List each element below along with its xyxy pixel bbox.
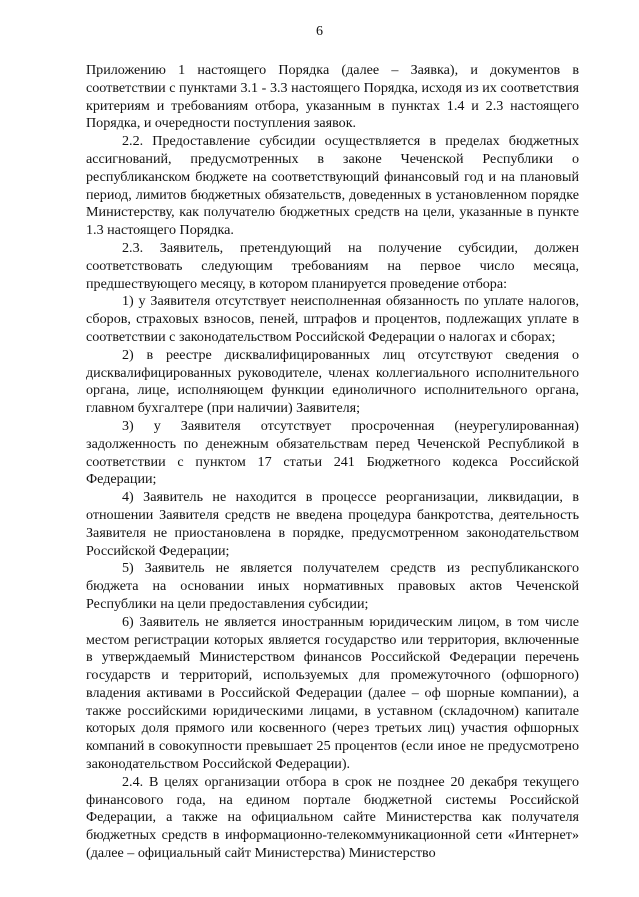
requirement-5: 5) Заявитель не является получателем средств из республиканского бюджета на основании иных нормативных правовых актов Чеченской Республики на цели предоставления субсидии; — [86, 560, 579, 612]
paragraph-continuation: Приложению 1 настоящего Порядка (далее – Заявка), и документов в соответствии с пунктами 3.1 - 3.3 настоящего Порядка, исходя из их соответствия критериям и требованиям отбора, указанным в пунктах 1.4 и 2.3 настоящего Порядка, и очередности поступления заявок. — [86, 62, 579, 132]
requirement-6: 6) Заявитель не является иностранным юридическим лицом, в том числе местом регистрации которых является государство или территория, включенные в утверждаемый Министерством финансов Российской Федерации перечень государств и территорий, используемых для промежуточного (офшорного) владения активами в Российской Федерации (далее – оф шорные компании), а также российскими юридическими лицами, в уставном (складочном) капитале которых доля прямого или косвенного (через третьих лиц) участия офшорных компаний в совокупности превышает 25 процентов (если иное не предусмотрено законодательством Российской Федерации). — [86, 613, 579, 773]
requirement-4: 4) Заявитель не находится в процессе реорганизации, ликвидации, в отношении Заявителя средств не введена процедура банкротства, деятельность Заявителя не приостановлена в порядке, предусмотренном законодательством Российской Федерации; — [86, 489, 579, 559]
paragraph-2-3: 2.3. Заявитель, претендующий на получение субсидии, должен соответствовать следующим требованиям на первое число месяца, предшествующего месяцу, в котором планируется проведение отбора: — [86, 239, 579, 292]
requirement-2: 2) в реестре дисквалифицированных лиц отсутствуют сведения о дисквалифицированных руководителе, членах коллегиального исполнительного органа, лице, исполняющем функции единоличного исполнительного органа, главном бухгалтере (при наличии) Заявителя; — [86, 346, 579, 417]
document-body — [86, 62, 579, 863]
requirement-3: 3) у Заявителя отсутствует просроченная (неурегулированная) задолженность по денежным обязательствам перед Чеченской Республикой в соответствии с пунктом 17 статьи 241 Бюджетного кодекса Российской Федерации; — [86, 417, 579, 488]
requirement-1: 1) у Заявителя отсутствует неисполненная обязанность по уплате налогов, сборов, страховых взносов, пеней, штрафов и процентов, подлежащих уплате в соответствии с законодательством Российской Федерации о налогах и сборах; — [86, 293, 579, 345]
page-number: 6 — [316, 24, 323, 39]
paragraph-2-4: 2.4. В целях организации отбора в срок не позднее 20 декабря текущего финансового года, на едином портале бюджетной системы Российской Федерации, а также на официальном сайте Министерства как получателя бюджетных средств в информационно-телекоммуникационной сети «Интернет» (далее – официальный сайт Министерства) Министерство — [86, 773, 579, 862]
paragraph-2-2: 2.2. Предоставление субсидии осуществляется в пределах бюджетных ассигнований, предусмотренных в законе Чеченской Республики о республиканском бюджете на соответствующий финансовый год и на плановый период, лимитов бюджетных обязательств, доведенных в установленном порядке Министерству, как получателю бюджетных средств на цели, указанные в пункте 1.3 настоящего Порядка. — [86, 133, 579, 239]
